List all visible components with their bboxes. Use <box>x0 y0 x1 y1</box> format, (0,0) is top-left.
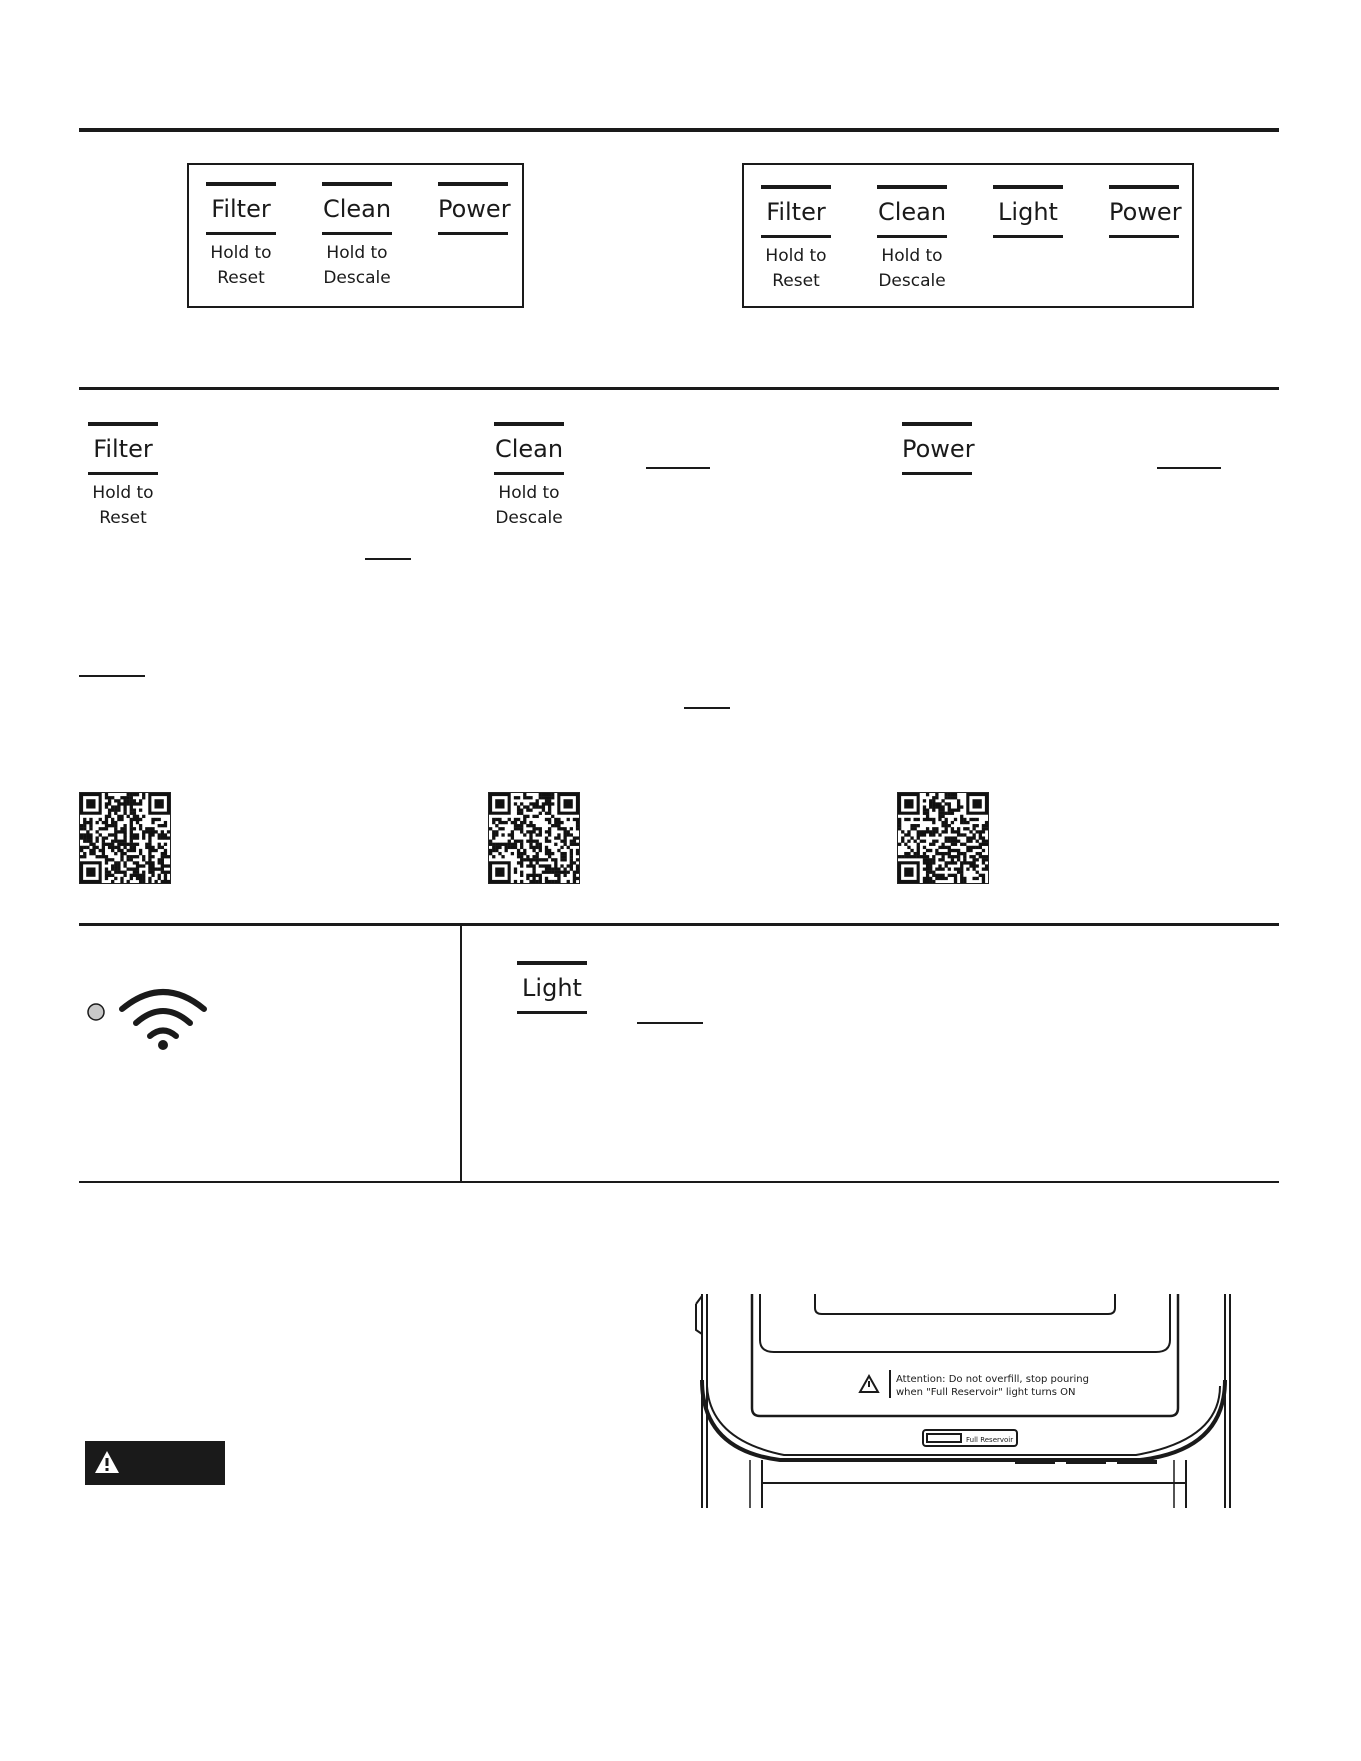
power-label: Power <box>1109 198 1182 226</box>
clean-sub-line1: Hold to <box>326 243 388 263</box>
qr-code-icon[interactable] <box>488 792 580 884</box>
filter-label: Filter <box>211 195 271 223</box>
clean-button[interactable] <box>877 185 947 294</box>
underline-mark <box>684 707 730 709</box>
full-reservoir-label: Full Reservoir <box>966 1436 1014 1444</box>
light-label: Light <box>998 198 1058 226</box>
attention-line2: when "Full Reservoir" light turns ON <box>896 1387 1076 1398</box>
clean-sub-line2: Descale <box>323 268 391 288</box>
clean-sub-line1: Hold to <box>881 246 943 266</box>
filter-feature-label: Filter <box>93 435 153 463</box>
clean-sub-line2: Descale <box>878 271 946 291</box>
clean-feature-sub1: Hold to <box>498 483 560 503</box>
status-led-icon <box>86 1002 106 1022</box>
underline-mark <box>646 467 710 469</box>
reservoir-illustration <box>680 1290 1240 1508</box>
section-rule <box>79 387 1279 390</box>
clean-feature-button <box>494 422 564 531</box>
clean-feature-sub2: Descale <box>495 508 563 528</box>
power-button[interactable] <box>1109 185 1182 238</box>
filter-sub-line2: Reset <box>217 268 265 288</box>
power-feature-button <box>902 422 975 475</box>
light-button[interactable] <box>993 185 1063 238</box>
wifi-section-top-rule <box>79 923 1279 926</box>
clean-label: Clean <box>322 195 392 223</box>
qr-code-icon[interactable] <box>79 792 171 884</box>
warning-triangle-icon <box>94 1450 120 1474</box>
power-button[interactable] <box>438 182 511 235</box>
filter-feature-button <box>88 422 158 531</box>
light-feature-label: Light <box>522 974 582 1002</box>
filter-sub-line1: Hold to <box>765 246 827 266</box>
clean-feature-label: Clean <box>494 435 564 463</box>
control-panel-four-button <box>742 163 1194 308</box>
power-label: Power <box>438 195 511 223</box>
filter-label: Filter <box>766 198 826 226</box>
qr-code-icon[interactable] <box>897 792 989 884</box>
control-panel-three-button <box>187 163 524 308</box>
filter-sub-line1: Hold to <box>210 243 272 263</box>
filter-feature-sub2: Reset <box>99 508 147 528</box>
wifi-icon <box>118 983 208 1051</box>
warning-badge <box>85 1441 225 1485</box>
filter-sub-line2: Reset <box>772 271 820 291</box>
clean-label: Clean <box>877 198 947 226</box>
power-feature-label: Power <box>902 435 975 463</box>
underline-mark <box>637 1022 703 1024</box>
wifi-section-bottom-rule <box>79 1181 1279 1183</box>
wifi-section-divider <box>460 923 462 1183</box>
underline-mark <box>79 675 145 677</box>
filter-button[interactable] <box>206 182 276 291</box>
filter-feature-sub1: Hold to <box>92 483 154 503</box>
clean-button[interactable] <box>322 182 392 291</box>
underline-mark <box>365 558 411 560</box>
underline-mark <box>1157 467 1221 469</box>
filter-button[interactable] <box>761 185 831 294</box>
top-rule <box>79 128 1279 132</box>
light-feature-button <box>517 961 587 1014</box>
attention-line1: Attention: Do not overfill, stop pouring <box>896 1374 1089 1385</box>
